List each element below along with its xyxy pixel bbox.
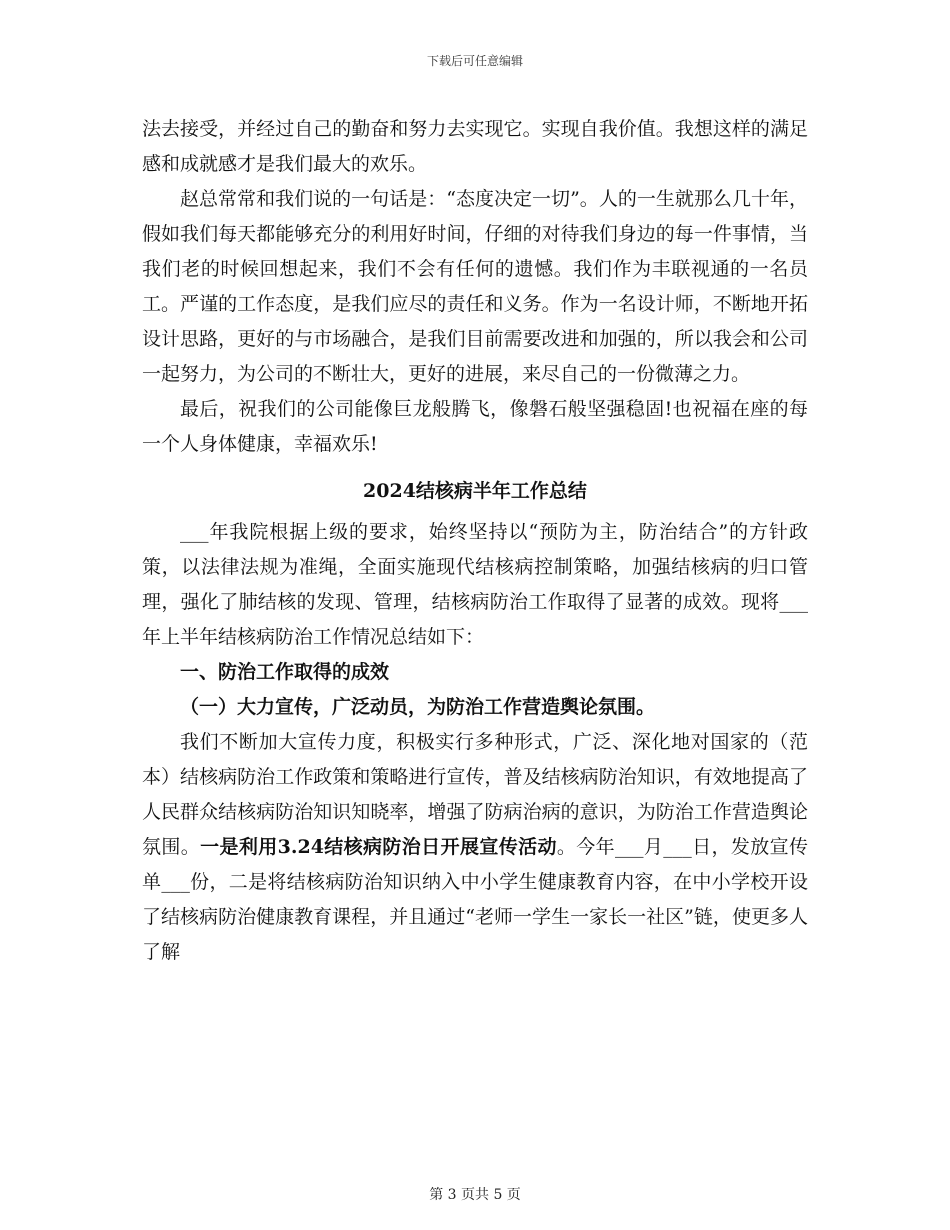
publicity-text-start: 我们不断加大宣传力度，积极实行多种形式，广泛、深化地对国家的（范本）结核病防治工作政策和策略进行宣传，普及结核病防治知识，有效地提高了人民群众结核病防治知识知晓率，增强了防病治病的意识，为防治工作营造舆论氛围。 — [142, 731, 808, 858]
paragraph-closing-wishes: 最后，祝我们的公司能像巨龙般腾飞，像磐石般坚强稳固!也祝福在座的每一个人身体健康，幸福欢乐! — [142, 398, 808, 455]
heading-achievements: 一、防治工作取得的成效 — [180, 661, 390, 683]
document-body — [142, 112, 808, 970]
page-footer: 第 3 页共 5 页 — [429, 1187, 521, 1203]
page-header: 下载后可任意编辑 — [426, 54, 523, 68]
paragraph-continuation: 法去接受，并经过自己的勤奋和努力去实现它。实现自我价值。我想这样的满足感和成就感才是我们最大的欢乐。 — [142, 118, 808, 175]
section-title: 2024结核病半年工作总结 — [363, 480, 587, 502]
subheading-publicity: （一）大力宣传，广泛动员，为防治工作营造舆论氛围。 — [180, 696, 656, 718]
publicity-text-bold: 一是利用3.24结核病防治日开展宣传活动 — [200, 836, 557, 858]
publicity-text-end: 。今年___月___日，发放宣传单___份，二是将结核病防治知识纳入中小学生健康教育内容，在中小学校开设了结核病防治健康教育课程，并且通过“老师一学生一家长一社区”链，使更多人了解 — [142, 836, 808, 963]
paragraph-attitude: 赵总常常和我们说的一句话是：“态度决定一切”。人的一生就那么几十年，假如我们每天都能够充分的利用好时间，仔细的对待我们身边的每一件事情，当我们老的时候回想起来，我们不会有任何的遗憾。我们作为丰联视通的一名员工。严谨的工作态度，是我们应尽的责任和义务。作为一名设计师，不断地开拓设计思路，更好的与市场融合，是我们目前需要改进和加强的，所以我会和公司一起努力，为公司的不断壮大，更好的进展，来尽自己的一份微薄之力。 — [142, 188, 808, 385]
paragraph-publicity — [142, 725, 808, 970]
section-intro: ___年我院根据上级的要求，始终坚持以“预防为主，防治结合”的方针政策，以法律法规为准绳，全面实施现代结核病控制策略，加强结核病的归口管理，强化了肺结核的发现、管理，结核病防治工作取得了显著的成效。现将___年上半年结核病防治工作情况总结如下： — [142, 521, 808, 648]
